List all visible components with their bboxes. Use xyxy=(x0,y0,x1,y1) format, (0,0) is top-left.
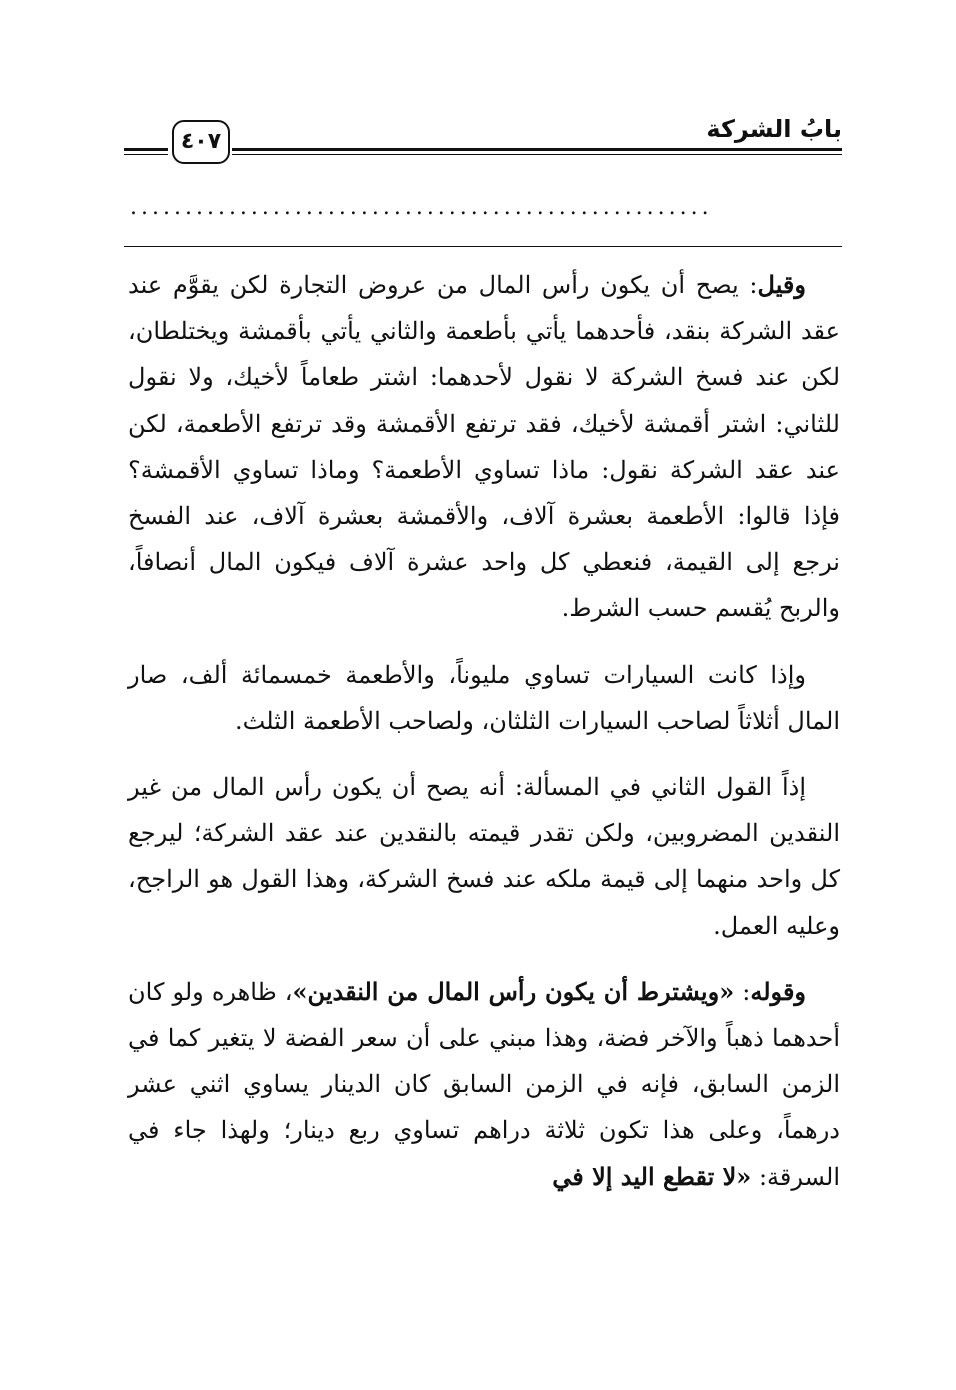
quoted-text: «ويشترط أن يكون رأس المال من النقدين» xyxy=(292,976,735,1006)
hadith-quote: «لا تقطع اليد إلا في xyxy=(552,1161,752,1191)
paragraph-text: ، ظاهره ولو كان أحدهما ذهباً والآخر فضة، وهذا مبني على أن سعر الفضة لا يتغير كما في الزمن السابق، فإنه في الزمن السابق كان الدينار يساوي اثني عشر درهماً، وعلى هذا تكون ثلاثة دراهم تساوي ربع دينار؛ ولهذا جاء في السرقة: xyxy=(128,977,840,1191)
paragraph-lead: وقيل xyxy=(757,270,806,299)
paragraph-1 xyxy=(128,262,840,632)
footnote-dots: ..................................................... xyxy=(130,196,713,220)
paragraph-lead: وقوله xyxy=(750,976,807,1006)
paragraph-3 xyxy=(128,764,840,949)
paragraph-text: إذاً القول الثاني في المسألة: أنه يصح أن يكون رأس المال من غير النقدين المضروبين، ولكن تقدر قيمته بالنقدين عند عقد الشركة؛ ليرجع كل واحد منهما إلى قيمة ملكه عند فسخ الشركة، وهذا القول هو الراجح، وعليه العمل. xyxy=(128,773,840,940)
chapter-title: بابُ الشركة xyxy=(706,115,842,143)
header-rule-short-thin xyxy=(124,154,168,155)
header-rule-thick xyxy=(232,148,842,151)
body-text xyxy=(128,262,840,1220)
page-header xyxy=(124,108,842,172)
page-number: ٤٠٧ xyxy=(172,120,230,164)
header-rule-thin xyxy=(232,154,842,155)
paragraph-4 xyxy=(128,969,840,1200)
paragraph-colon: : xyxy=(734,977,751,1006)
header-rule-short-thick xyxy=(124,148,168,151)
paragraph-2 xyxy=(128,652,840,744)
footnote-separator xyxy=(124,246,842,247)
paragraph-text: : يصح أن يكون رأس المال من عروض التجارة لكن يقوَّم عند عقد الشركة بنقد، فأحدهما يأتي بأطعمة والثاني يأتي بأقمشة ويختلطان، لكن عند فسخ الشركة لا نقول لأحدهما: اشتر طعاماً لأخيك، ولا نقول للثاني: اشتر أقمشة لأخيك، فقد ترتفع الأقمشة وقد ترتفع الأطعمة، لكن عند عقد الشركة نقول: ماذا تساوي الأطعمة؟ وماذا تساوي الأقمشة؟ فإذا قالوا: الأطعمة بعشرة آلاف، والأقمشة بعشرة آلاف، عند الفسخ نرجع إلى القيمة، فنعطي كل واحد عشرة آلاف فيكون المال أنصافاً، والربح يُقسم حسب الشرط. xyxy=(128,271,841,623)
paragraph-text: وإذا كانت السيارات تساوي مليوناً، والأطعمة خمسمائة ألف، صار المال أثلاثاً لصاحب السيارات الثلثان، ولصاحب الأطعمة الثلث. xyxy=(128,660,840,735)
